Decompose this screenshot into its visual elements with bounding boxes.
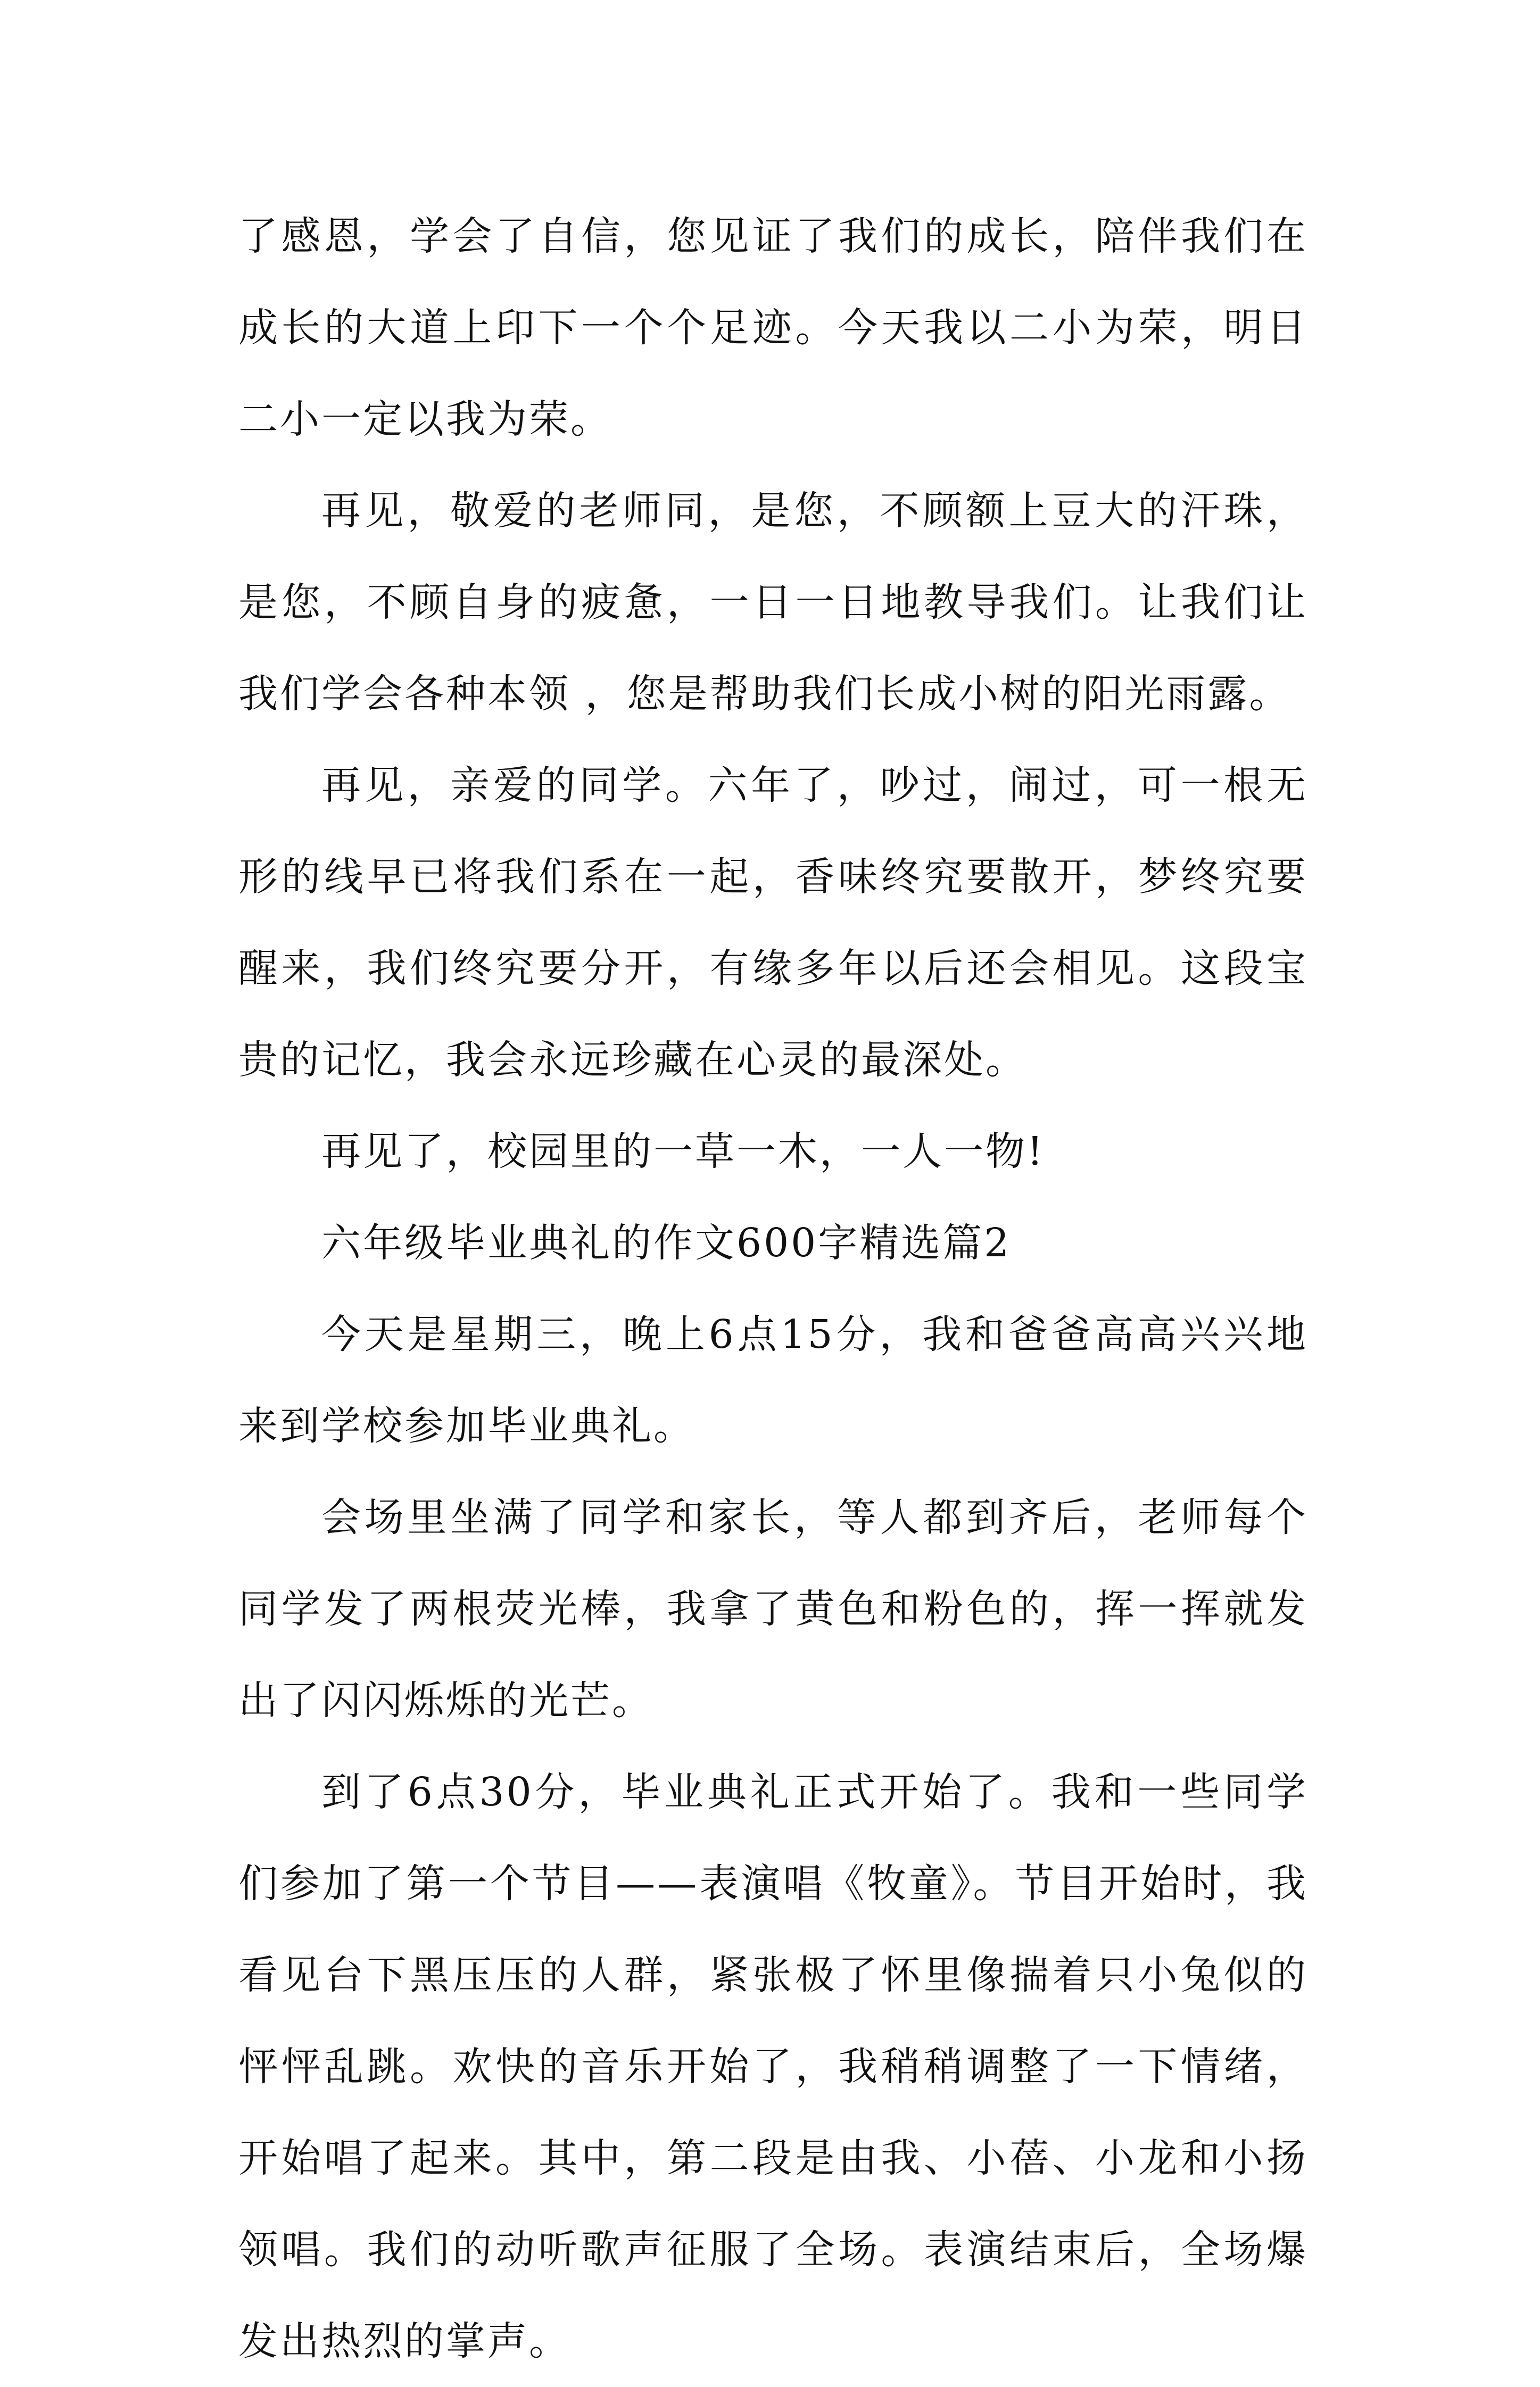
section-heading: 六年级毕业典礼的作文600字精选篇2 bbox=[321, 1220, 1012, 1266]
paragraph-4: 再见了，校园里的一草一木，一人一物! bbox=[321, 1129, 1045, 1174]
paragraph-3: 再见，亲爱的同学。六年了，吵过，闹过，可一根无形的线早已将我们系在一起，香味终究要散开，梦终究要醒来，我们终究要分开，有缘多年以后还会相见。这段宝贵的记忆，我会永远珍藏在心灵的最深处。 bbox=[238, 762, 1308, 1083]
document-body bbox=[238, 190, 1308, 2387]
paragraph-1: 了感恩，学会了自信，您见证了我们的成长，陪伴我们在成长的大道上印下一个个足迹。今天我以二小为荣，明日二小一定以我为荣。 bbox=[238, 213, 1308, 442]
paragraph-7: 到了6点30分，毕业典礼正式开始了。我和一些同学们参加了第一个节目——表演唱《牧童》。节目开始时，我看见台下黑压压的人群，紧张极了怀里像揣着只小兔似的怦怦乱跳。欢快的音乐开始了，我稍稍调整了一下情绪，开始唱了起来。其中，第二段是由我、小蓓、小龙和小扬领唱。我们的动听歌声征服了全场。表演结束后，全场爆发出热烈的掌声。 bbox=[238, 1769, 1308, 2364]
paragraph-5: 今天是星期三，晚上6点15分，我和爸爸高高兴兴地来到学校参加毕业典礼。 bbox=[238, 1312, 1308, 1449]
paragraph-2: 再见，敬爱的老师同，是您，不顾额上豆大的汗珠，是您，不顾自身的疲惫，一日一日地教导我们。让我们让我们学会各种本领 ，您是帮助我们长成小树的阳光雨露。 bbox=[238, 488, 1308, 717]
paragraph-6: 会场里坐满了同学和家长，等人都到齐后，老师每个同学发了两根荧光棒，我拿了黄色和粉色的，挥一挥就发出了闪闪烁烁的光芒。 bbox=[238, 1495, 1308, 1723]
